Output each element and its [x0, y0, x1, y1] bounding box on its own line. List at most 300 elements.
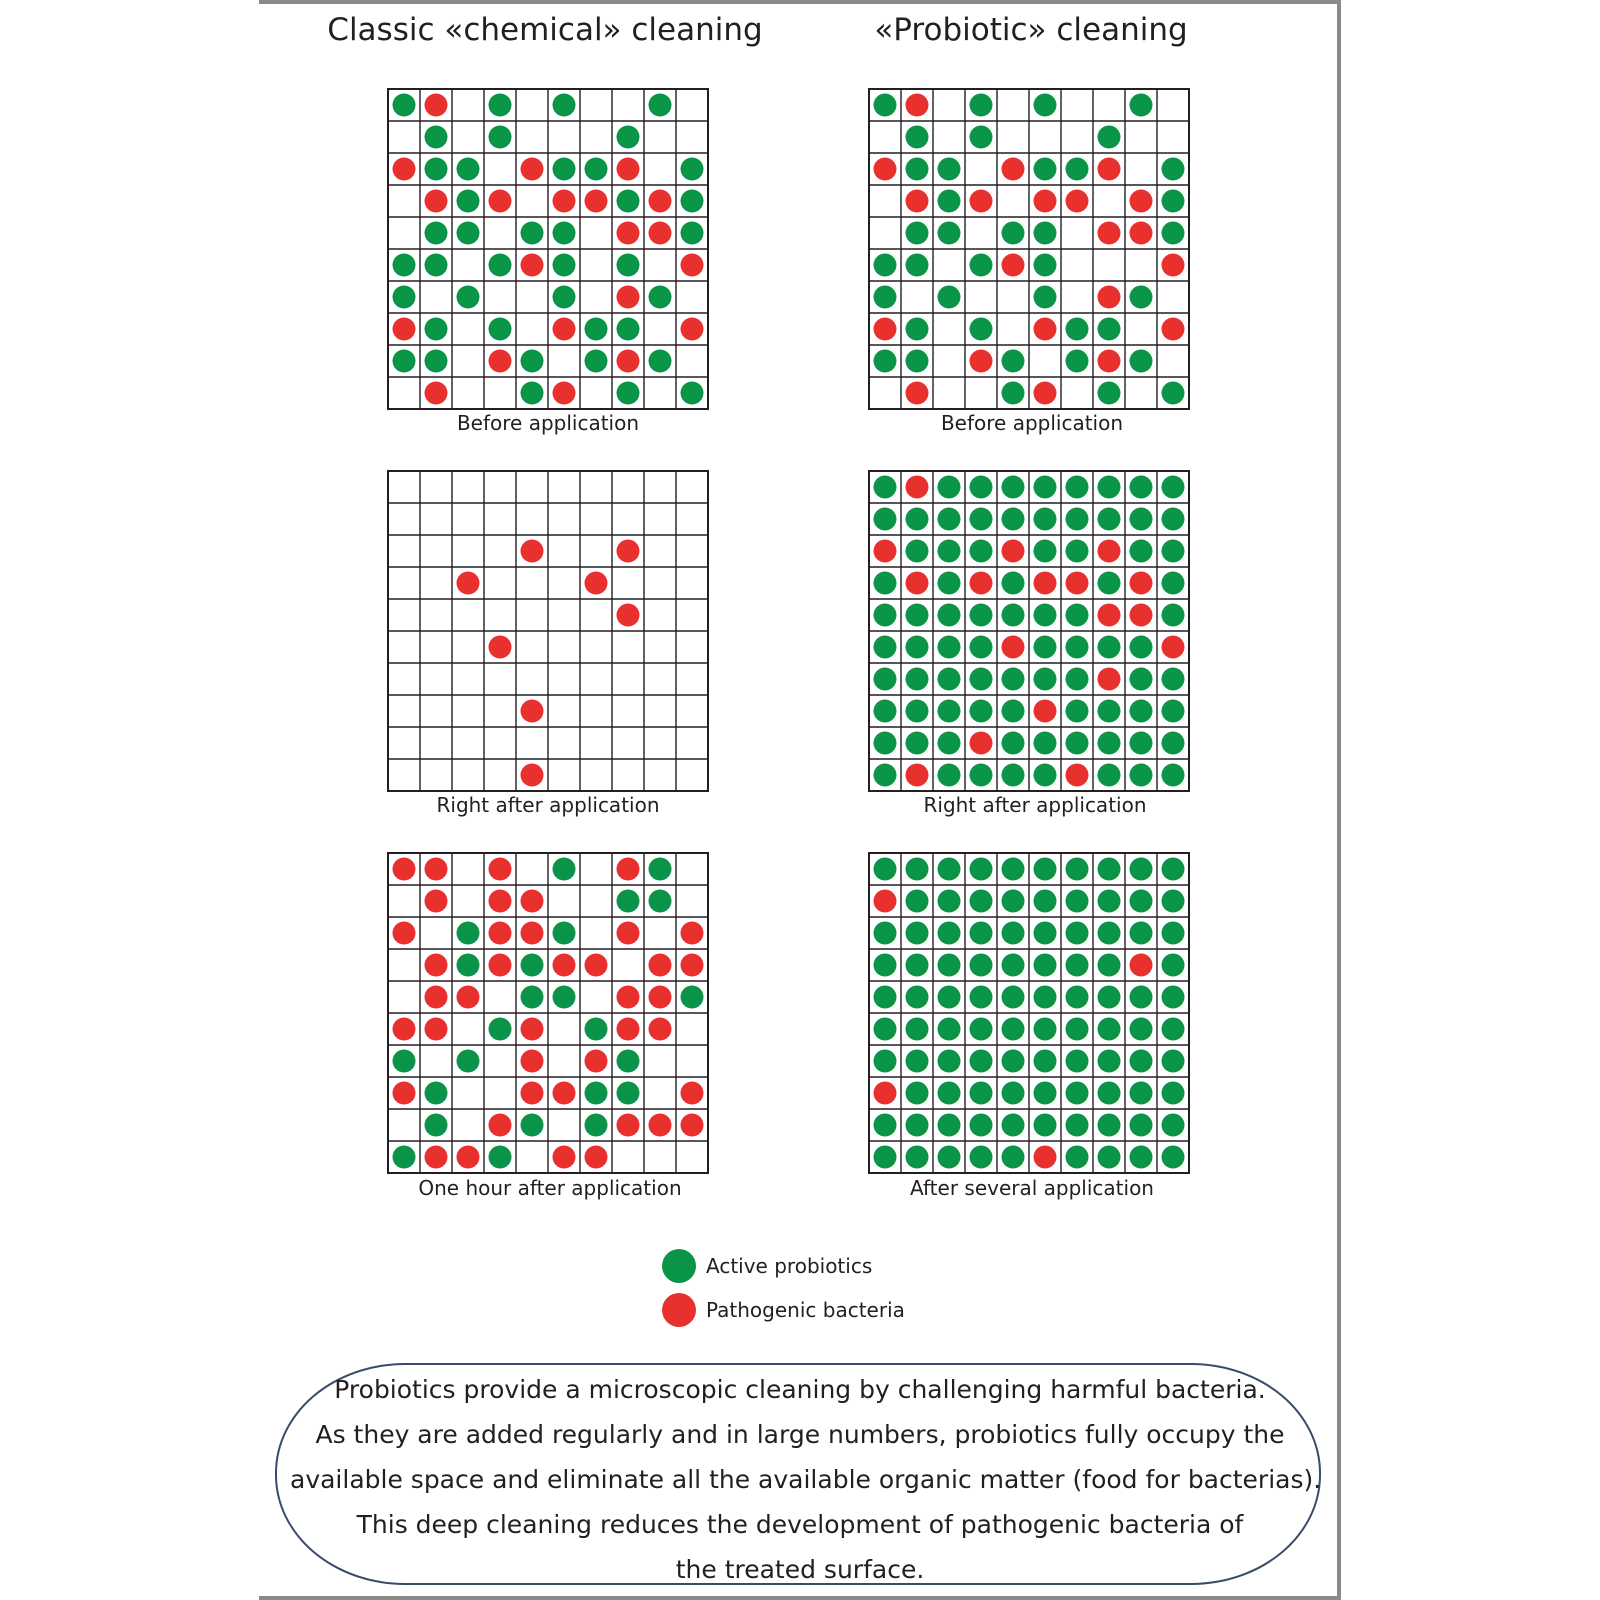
probiotic-dot [970, 1146, 993, 1169]
probiotic-dot [1130, 1114, 1153, 1137]
pathogen-dot [425, 986, 448, 1009]
pathogen-dot [1130, 190, 1153, 213]
probiotic-dot [1034, 94, 1057, 117]
probiotic-dot [1130, 1082, 1153, 1105]
legend-item-probiotics [660, 1245, 1060, 1289]
pathogen-dot [1002, 540, 1025, 563]
probiotic-dot [906, 668, 929, 691]
probiotic-dot [938, 1082, 961, 1105]
pathogen-dot [521, 764, 544, 787]
probiotic-dot [906, 222, 929, 245]
probiotic-dot [1066, 1114, 1089, 1137]
probiotic-dot [1130, 668, 1153, 691]
pathogen-dot [874, 158, 897, 181]
probiotic-dot [425, 1114, 448, 1137]
probiotic-dot [1002, 476, 1025, 499]
probiotic-dot [1002, 1146, 1025, 1169]
probiotic-dot [970, 764, 993, 787]
probiotic-dot [1034, 286, 1057, 309]
probiotic-dot [1002, 350, 1025, 373]
pathogen-dot [553, 190, 576, 213]
pathogen-dot [681, 954, 704, 977]
probiotic-dot [874, 254, 897, 277]
probiotic-dot [1002, 858, 1025, 881]
pathogen-dot [1130, 222, 1153, 245]
probiotic-dot [1098, 1050, 1121, 1073]
probiotic-dot [938, 1146, 961, 1169]
caption-probiotic-right-after: Right after application [923, 793, 1147, 817]
probiotic-dot [1098, 636, 1121, 659]
probiotic-dot [1162, 700, 1185, 723]
probiotic-dot [970, 1114, 993, 1137]
pathogen-dot [970, 190, 993, 213]
probiotic-dot [1162, 508, 1185, 531]
pathogen-dot [681, 1114, 704, 1137]
probiotic-dot [649, 286, 672, 309]
pathogen-dot [489, 922, 512, 945]
probiotic-dot [906, 700, 929, 723]
pathogen-dot [617, 540, 640, 563]
probiotic-dot [938, 158, 961, 181]
legend-label-probiotics: Active probiotics [706, 1254, 873, 1278]
pathogen-dot [906, 476, 929, 499]
pathogen-dot [874, 890, 897, 913]
probiotic-dot [457, 286, 480, 309]
pathogen-dot [874, 540, 897, 563]
probiotic-dot [1162, 954, 1185, 977]
probiotic-dot [874, 1050, 897, 1073]
probiotic-dot [874, 604, 897, 627]
probiotic-dot [1066, 540, 1089, 563]
probiotic-dot [1098, 954, 1121, 977]
grid-probiotic-several [867, 851, 1191, 1175]
pathogen-dot [649, 1114, 672, 1137]
probiotic-dot [874, 700, 897, 723]
probiotic-dot [874, 1018, 897, 1041]
probiotic-dot [970, 700, 993, 723]
probiotic-dot [521, 954, 544, 977]
probiotic-dot [938, 890, 961, 913]
pathogen-dot [649, 1018, 672, 1041]
pathogen-dot [521, 158, 544, 181]
probiotic-dot [1162, 858, 1185, 881]
legend-label-pathogens: Pathogenic bacteria [706, 1298, 905, 1322]
probiotic-dot [1066, 732, 1089, 755]
probiotic-dot [874, 508, 897, 531]
probiotic-dot [906, 890, 929, 913]
probiotic-dot [1162, 1114, 1185, 1137]
probiotic-dot [1066, 700, 1089, 723]
pathogen-dot [1130, 954, 1153, 977]
pathogen-dot [617, 922, 640, 945]
probiotic-dot [1002, 986, 1025, 1009]
pathogen-dot [649, 954, 672, 977]
pathogen-dot [1162, 318, 1185, 341]
probiotic-dot [1162, 382, 1185, 405]
probiotic-dot [938, 222, 961, 245]
probiotic-dot [425, 350, 448, 373]
probiotic-dot [874, 954, 897, 977]
probiotic-dot [1034, 954, 1057, 977]
probiotic-dot [874, 986, 897, 1009]
probiotic-dot [1098, 1018, 1121, 1041]
probiotic-dot [1130, 858, 1153, 881]
probiotic-dot [1162, 158, 1185, 181]
probiotic-dot [906, 254, 929, 277]
probiotic-dot [1002, 604, 1025, 627]
red-dot-icon [662, 1293, 696, 1327]
top-border [259, 0, 1337, 4]
pathogen-dot [1034, 572, 1057, 595]
pathogen-dot [617, 222, 640, 245]
grid-chemical-before-svg [386, 87, 710, 411]
probiotic-dot [906, 954, 929, 977]
pathogen-dot [681, 254, 704, 277]
probiotic-dot [1130, 732, 1153, 755]
grid-probiotic-before [867, 87, 1191, 411]
pathogen-dot [585, 572, 608, 595]
pathogen-dot [553, 1146, 576, 1169]
probiotic-dot [1002, 764, 1025, 787]
grid-chemical-right-after [386, 469, 710, 793]
pathogen-dot [393, 1018, 416, 1041]
probiotic-dot [1034, 1018, 1057, 1041]
probiotic-dot [649, 94, 672, 117]
probiotic-dot [457, 222, 480, 245]
probiotic-dot [617, 1082, 640, 1105]
probiotic-dot [938, 668, 961, 691]
pathogen-dot [1098, 158, 1121, 181]
pathogen-dot [1034, 318, 1057, 341]
probiotic-dot [1066, 318, 1089, 341]
probiotic-dot [457, 922, 480, 945]
probiotic-dot [938, 1018, 961, 1041]
probiotic-dot [1162, 986, 1185, 1009]
probiotic-dot [970, 922, 993, 945]
chemical-cleaning-heading: Classic «chemical» cleaning [327, 12, 763, 48]
pathogen-dot [521, 890, 544, 913]
probiotic-dot [1162, 1050, 1185, 1073]
probiotic-dot [906, 858, 929, 881]
probiotic-dot [1002, 732, 1025, 755]
probiotic-dot [1034, 158, 1057, 181]
probiotic-dot [970, 1018, 993, 1041]
probiotic-dot [1130, 286, 1153, 309]
pathogen-dot [521, 1050, 544, 1073]
probiotic-dot [1034, 1050, 1057, 1073]
probiotic-dot [1002, 954, 1025, 977]
probiotic-dot [1098, 986, 1121, 1009]
note-line: This deep cleaning reduces the development of pathogenic bacteria of [356, 1510, 1244, 1539]
probiotic-dot [874, 1114, 897, 1137]
probiotic-dot [1066, 508, 1089, 531]
probiotic-dot [1130, 350, 1153, 373]
probiotic-dot [874, 922, 897, 945]
probiotic-dot [1130, 1146, 1153, 1169]
pathogen-dot [1098, 668, 1121, 691]
probiotic-dot [1162, 732, 1185, 755]
probiotic-dot [938, 190, 961, 213]
pathogen-dot [585, 1146, 608, 1169]
probiotic-dot [906, 636, 929, 659]
probiotic-dot [906, 318, 929, 341]
right-border [1337, 0, 1341, 1600]
pathogen-dot [1098, 222, 1121, 245]
probiotic-dot [938, 764, 961, 787]
probiotic-dot [553, 94, 576, 117]
pathogen-dot [425, 94, 448, 117]
probiotic-dot [585, 318, 608, 341]
caption-chemical-right-after: Right after application [436, 793, 660, 817]
probiotic-dot [938, 604, 961, 627]
pathogen-dot [489, 858, 512, 881]
pathogen-dot [1098, 540, 1121, 563]
pathogen-dot [489, 190, 512, 213]
probiotic-dot [1034, 604, 1057, 627]
probiotic-dot [1098, 890, 1121, 913]
probiotic-dot [1034, 890, 1057, 913]
probiotic-dot [874, 476, 897, 499]
probiotic-dot [1034, 986, 1057, 1009]
probiotic-dot [938, 922, 961, 945]
probiotic-dot [1034, 1082, 1057, 1105]
pathogen-dot [1034, 700, 1057, 723]
probiotic-dot [1002, 1114, 1025, 1137]
pathogen-dot [874, 1082, 897, 1105]
probiotic-dot [1162, 668, 1185, 691]
pathogen-dot [553, 954, 576, 977]
pathogen-dot [489, 1114, 512, 1137]
pathogen-dot [425, 1018, 448, 1041]
probiotic-dot [1098, 508, 1121, 531]
probiotic-dot [489, 126, 512, 149]
pathogen-dot [425, 1146, 448, 1169]
explanation-note [290, 1367, 1322, 1592]
probiotic-dot [906, 350, 929, 373]
probiotic-dot [970, 1082, 993, 1105]
pathogen-dot [1066, 190, 1089, 213]
probiotic-dot [938, 1114, 961, 1137]
probiotic-dot [1066, 1146, 1089, 1169]
pathogen-dot [1130, 604, 1153, 627]
probiotic-dot [906, 1082, 929, 1105]
pathogen-dot [521, 700, 544, 723]
pathogen-dot [489, 890, 512, 913]
pathogen-dot [970, 732, 993, 755]
probiotic-dot [425, 158, 448, 181]
probiotic-dot [521, 986, 544, 1009]
probiotic-dot [1162, 890, 1185, 913]
probiotic-dot [970, 318, 993, 341]
probiotic-dot [970, 858, 993, 881]
probiotic-dot [1098, 700, 1121, 723]
pathogen-dot [1002, 158, 1025, 181]
probiotic-dot [1098, 1082, 1121, 1105]
probiotic-dot [906, 1114, 929, 1137]
pathogen-dot [553, 1082, 576, 1105]
probiotic-dot [1162, 1018, 1185, 1041]
probiotic-dot [1002, 508, 1025, 531]
probiotic-dot [585, 350, 608, 373]
pathogen-dot [425, 382, 448, 405]
pathogen-dot [1098, 350, 1121, 373]
probiotic-dot [617, 1050, 640, 1073]
pathogen-dot [649, 222, 672, 245]
probiotic-dot [874, 668, 897, 691]
probiotic-dot [457, 158, 480, 181]
note-line: As they are added regularly and in large numbers, probiotics fully occupy the [315, 1420, 1285, 1449]
probiotic-dot [1130, 476, 1153, 499]
pathogen-dot [906, 572, 929, 595]
pathogen-dot [617, 158, 640, 181]
probiotic-dot [393, 1146, 416, 1169]
probiotic-dot [938, 508, 961, 531]
probiotic-dot [970, 954, 993, 977]
pathogen-dot [425, 190, 448, 213]
probiotic-dot [874, 286, 897, 309]
pathogen-dot [617, 1018, 640, 1041]
probiotic-dot [1066, 890, 1089, 913]
probiotic-dot [970, 254, 993, 277]
probiotic-dot [457, 190, 480, 213]
pathogen-dot [585, 954, 608, 977]
probiotic-dot [553, 858, 576, 881]
pathogen-dot [617, 350, 640, 373]
pathogen-dot [906, 382, 929, 405]
probiotic-dot [553, 986, 576, 1009]
probiotic-dot [393, 94, 416, 117]
pathogen-dot [521, 922, 544, 945]
pathogen-dot [489, 636, 512, 659]
probiotic-dot [681, 158, 704, 181]
probiotic-dot [1002, 922, 1025, 945]
probiotic-dot [970, 890, 993, 913]
pathogen-dot [1034, 382, 1057, 405]
probiotic-dot [906, 922, 929, 945]
pathogen-dot [617, 286, 640, 309]
pathogen-dot [1066, 764, 1089, 787]
probiotic-dot [906, 540, 929, 563]
probiotic-dot [393, 286, 416, 309]
pathogen-dot [906, 764, 929, 787]
probiotic-dot [938, 986, 961, 1009]
pathogen-dot [457, 572, 480, 595]
probiotic-dot [1162, 540, 1185, 563]
probiotic-dot [681, 986, 704, 1009]
caption-chemical-one-hour: One hour after application [418, 1176, 682, 1200]
probiotic-dot [1098, 126, 1121, 149]
pathogen-dot [970, 350, 993, 373]
bottom-border [259, 1596, 1341, 1600]
probiotic-dot [970, 476, 993, 499]
probiotic-dot [1130, 636, 1153, 659]
probiotic-dot [1034, 222, 1057, 245]
note-line: Probiotics provide a microscopic cleaning by challenging harmful bacteria. [334, 1375, 1266, 1404]
probiotic-dot [1034, 732, 1057, 755]
note-line: available space and eliminate all the available organic matter (food for bacterias). [290, 1465, 1322, 1494]
pathogen-dot [1098, 604, 1121, 627]
probiotic-dot [1066, 922, 1089, 945]
probiotic-dot [553, 286, 576, 309]
probiotic-dot [1066, 986, 1089, 1009]
probiotic-dot [521, 1114, 544, 1137]
caption-probiotic-before: Before application [940, 411, 1124, 435]
probiotic-dot [489, 1018, 512, 1041]
probiotic-dot [489, 318, 512, 341]
grid-chemical-right-after-svg [386, 469, 710, 793]
pathogen-dot [906, 190, 929, 213]
probiotic-dot [617, 190, 640, 213]
pathogen-dot [1066, 572, 1089, 595]
probiotic-dot [1098, 318, 1121, 341]
pathogen-dot [617, 1114, 640, 1137]
probiotic-dot [1130, 94, 1153, 117]
probiotic-dot [1162, 222, 1185, 245]
pathogen-dot [425, 954, 448, 977]
probiotic-dot [906, 732, 929, 755]
pathogen-dot [1034, 190, 1057, 213]
probiotic-dot [553, 922, 576, 945]
probiotic-dot [681, 222, 704, 245]
pathogen-dot [393, 318, 416, 341]
pathogen-dot [1002, 636, 1025, 659]
probiotic-dot [1098, 858, 1121, 881]
probiotic-dot [1162, 476, 1185, 499]
pathogen-dot [585, 1050, 608, 1073]
probiotic-dot [1098, 382, 1121, 405]
probiotic-dot [1034, 1114, 1057, 1137]
probiotic-dot [938, 286, 961, 309]
probiotic-dot [1034, 668, 1057, 691]
grid-probiotic-several-svg [867, 851, 1191, 1175]
pathogen-dot [489, 350, 512, 373]
pathogen-dot [521, 254, 544, 277]
pathogen-dot [521, 1082, 544, 1105]
probiotic-dot [970, 668, 993, 691]
pathogen-dot [1162, 636, 1185, 659]
pathogen-dot [1098, 286, 1121, 309]
probiotic-dot [649, 350, 672, 373]
probiotic-dot [1002, 668, 1025, 691]
probiotic-dot [906, 986, 929, 1009]
probiotic-dot [489, 94, 512, 117]
pathogen-dot [1130, 572, 1153, 595]
probiotic-dot [874, 350, 897, 373]
probiotic-dot [906, 158, 929, 181]
probiotic-dot [393, 254, 416, 277]
probiotic-dot [1098, 1146, 1121, 1169]
probiotic-dot [1066, 476, 1089, 499]
probiotic-dot [1002, 700, 1025, 723]
probiotic-dot [1066, 350, 1089, 373]
probiotic-dot [906, 604, 929, 627]
probiotic-dot [1162, 604, 1185, 627]
probiotic-dot [970, 94, 993, 117]
probiotic-dot [938, 636, 961, 659]
probiotic-dot [874, 1146, 897, 1169]
probiotic-dot [425, 1082, 448, 1105]
probiotic-dot [1162, 1082, 1185, 1105]
probiotic-dot [617, 254, 640, 277]
probiotic-dot [1098, 572, 1121, 595]
probiotic-dot [585, 1018, 608, 1041]
grid-chemical-one-hour [386, 851, 710, 1175]
probiotic-dot [1162, 764, 1185, 787]
probiotic-dot [585, 1114, 608, 1137]
pathogen-dot [521, 540, 544, 563]
probiotic-dot [1130, 1050, 1153, 1073]
probiotic-dot [617, 382, 640, 405]
